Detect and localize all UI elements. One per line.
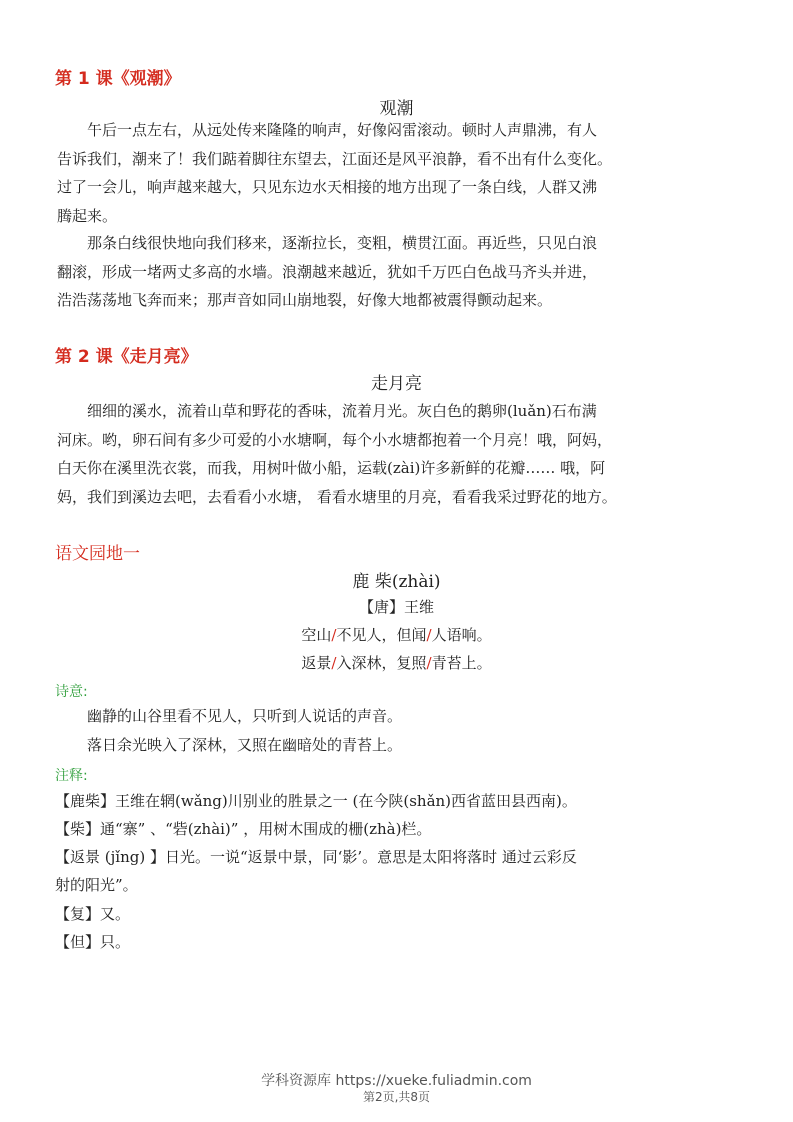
pause-slash: / bbox=[426, 654, 432, 672]
note-item: 【鹿柴】王维在辋(wǎng)川别业的胜景之一 (在今陕(shǎn)西省蓝田县西南)。 bbox=[55, 792, 577, 810]
note-item: 射的阳光”。 bbox=[55, 876, 138, 894]
garden-heading: 语文园地一 bbox=[55, 544, 140, 564]
lesson2-heading: 第 2 课《走月亮》 bbox=[55, 347, 198, 367]
poem-line-2 bbox=[0, 652, 793, 673]
meaning-label: 诗意: bbox=[55, 684, 88, 700]
text-line: 那条白线很快地向我们移来，逐渐拉长，变粗，横贯江面。再近些，只见白浪 bbox=[87, 234, 598, 252]
pause-slash: / bbox=[331, 626, 337, 644]
poem-fragment: 返景 bbox=[301, 654, 332, 672]
footer-source: 学科资源库 https://xueke.fuliadmin.com bbox=[261, 1073, 532, 1089]
notes-label: 注释: bbox=[55, 768, 88, 784]
note-item: 【返景 (jǐng) 】日光。一说“返景中景，同‘影’。意思是太阳将落时 通过云彩反 bbox=[55, 848, 577, 866]
lesson1-title: 观潮 bbox=[379, 99, 414, 119]
text-line: 白天你在溪里洗衣裳，而我，用树叶做小船，运载(zài)许多新鲜的花瓣…… 哦，阿 bbox=[57, 459, 606, 477]
text-line: 妈，我们到溪边去吧，去看看小水塘， 看看水塘里的月亮，看看我采过野花的地方。 bbox=[57, 487, 617, 506]
poem-fragment: 青苔上。 bbox=[431, 654, 492, 672]
lesson2-paragraph-1 bbox=[57, 397, 747, 511]
poem-author: 【唐】王维 bbox=[358, 598, 434, 616]
poem-fragment: 人语响。 bbox=[431, 626, 492, 644]
poem-title: 鹿 柴(zhài) bbox=[352, 572, 441, 592]
text-line: 午后一点左右，从远处传来隆隆的响声，好像闷雷滚动。顿时人声鼎沸，有人 bbox=[87, 121, 598, 139]
text-line: 幽静的山谷里看不见人，只听到人说话的声音。 bbox=[87, 707, 403, 725]
poem-fragment: 入深林，复照 bbox=[336, 654, 427, 672]
poem-meaning bbox=[57, 702, 747, 759]
page-number: 第2页,共8页 bbox=[362, 1090, 431, 1104]
note-item: 【柴】通“寨” 、“砦(zhài)” ，用树木围成的栅(zhà)栏。 bbox=[55, 820, 432, 838]
text-line: 腾起来。 bbox=[57, 206, 118, 225]
pause-slash: / bbox=[426, 626, 432, 644]
lesson1-paragraph-1 bbox=[57, 116, 747, 230]
lesson1-paragraph-2 bbox=[57, 229, 747, 315]
poem-fragment: 不见人，但闻 bbox=[336, 626, 427, 644]
text-line: 告诉我们，潮来了！我们踮着脚往东望去，江面还是风平浪静，看不出有什么变化。 bbox=[57, 149, 613, 168]
lesson2-title: 走月亮 bbox=[371, 374, 422, 394]
poem-fragment: 空山 bbox=[301, 626, 332, 644]
poem-line-1 bbox=[0, 624, 793, 645]
note-item: 【但】只。 bbox=[55, 933, 131, 951]
text-line: 细细的溪水，流着山草和野花的香味，流着月光。灰白色的鹅卵(luǎn)石布满 bbox=[87, 402, 597, 420]
pause-slash: / bbox=[331, 654, 337, 672]
text-line: 落日余光映入了深林，又照在幽暗处的青苔上。 bbox=[87, 735, 403, 754]
lesson1-heading: 第 1 课《观潮》 bbox=[55, 69, 181, 89]
text-line: 浩浩荡荡地飞奔而来；那声音如同山崩地裂，好像大地都被震得颤动起来。 bbox=[57, 291, 553, 309]
text-line: 河床。哟，卵石间有多少可爱的小水塘啊，每个小水塘都抱着一个月亮！哦，阿妈， bbox=[57, 430, 613, 449]
text-line: 过了一会儿，响声越来越大，只见东边水天相接的地方出现了一条白线，人群又沸 bbox=[57, 178, 598, 196]
note-item: 【复】又。 bbox=[55, 905, 131, 923]
text-line: 翻滚，形成一堵两丈多高的水墙。浪潮越来越近，犹如千万匹白色战马齐头并进， bbox=[57, 262, 598, 281]
